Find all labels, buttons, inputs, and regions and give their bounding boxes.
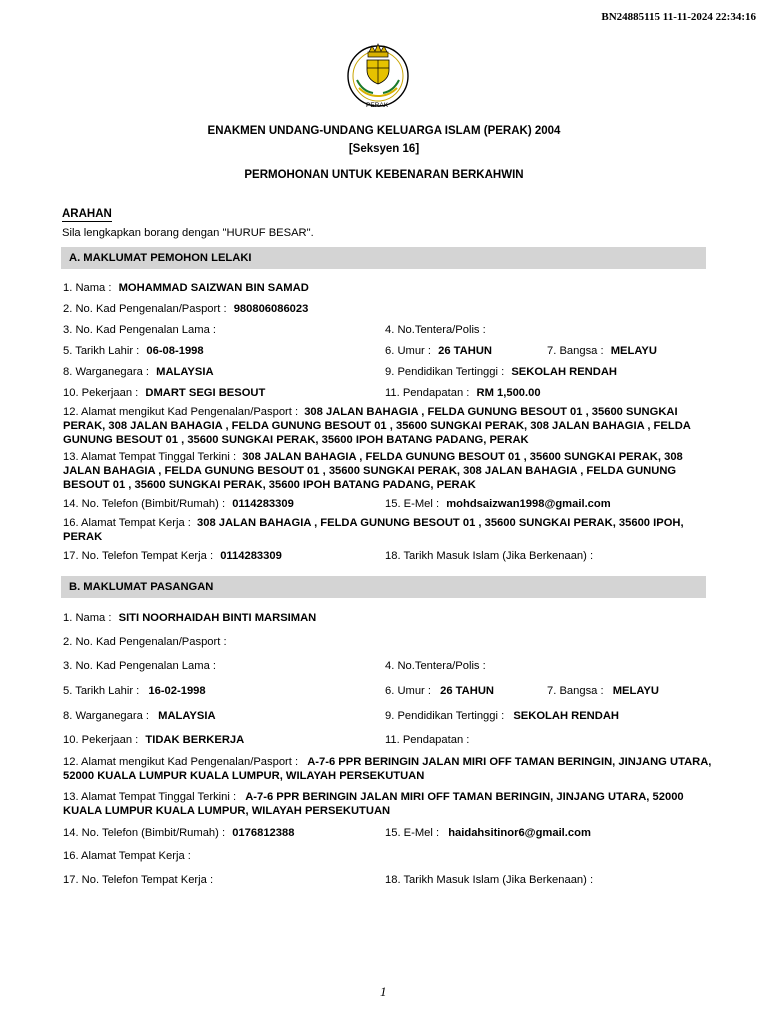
a-bangsa-label: 7. Bangsa : xyxy=(547,345,604,357)
a-warga-value: MALAYSIA xyxy=(156,366,214,378)
a-kp-value: 980806086023 xyxy=(233,303,309,315)
b-email-label: 15. E-Mel : xyxy=(385,827,440,839)
b-tel-value: 0176812388 xyxy=(232,827,295,839)
a-pendapatan-label: 11. Pendapatan : xyxy=(385,387,470,399)
b-didik-label: 9. Pendidikan Tertinggi : xyxy=(385,710,505,722)
b-tentera-label: 4. No.Tentera/Polis : xyxy=(385,660,486,672)
a-alamat-kp-field xyxy=(63,405,713,447)
b-tel-field xyxy=(63,827,294,839)
b-lahir-field xyxy=(63,685,206,697)
a-umur-label: 6. Umur : xyxy=(385,345,432,357)
b-tel-label: 14. No. Telefon (Bimbit/Rumah) : xyxy=(63,827,226,839)
arahan-heading: ARAHAN xyxy=(62,208,112,220)
a-kp-field xyxy=(63,303,308,315)
a-alamat-tinggal-label: 13. Alamat Tempat Tinggal Terkini : xyxy=(63,451,237,463)
b-bangsa-field xyxy=(547,685,659,697)
emblem-caption: PERAK xyxy=(366,102,389,109)
b-didik-field xyxy=(385,710,619,722)
a-lahir-value: 06-08-1998 xyxy=(146,345,204,357)
b-email-value: haidahsitinor6@gmail.com xyxy=(448,827,591,839)
b-lahir-value: 16-02-1998 xyxy=(148,685,206,697)
a-alamat-kerja-field xyxy=(63,516,713,544)
a-nama-value: MOHAMMAD SAIZWAN BIN SAMAD xyxy=(118,282,309,294)
b-email-field xyxy=(385,827,591,839)
b-bangsa-value: MELAYU xyxy=(612,685,659,697)
b-alamat-kerja-label: 16. Alamat Tempat Kerja : xyxy=(63,850,191,862)
b-umur-label: 6. Umur : xyxy=(385,685,432,697)
a-alamat-tinggal-field xyxy=(63,450,713,492)
b-nama-field xyxy=(63,612,316,624)
b-tel-kerja-label: 17. No. Telefon Tempat Kerja : xyxy=(63,874,214,886)
b-nama-value: SITI NOORHAIDAH BINTI MARSIMAN xyxy=(118,612,317,624)
a-umur-value: 26 TAHUN xyxy=(438,345,492,357)
a-islam-label: 18. Tarikh Masuk Islam (Jika Berkenaan) : xyxy=(385,550,594,562)
a-kp-lama-label: 3. No. Kad Pengenalan Lama : xyxy=(63,324,217,336)
b-kp-label: 2. No. Kad Pengenalan/Pasport : xyxy=(63,636,227,648)
b-alamat-kp-value: A-7-6 PPR BERINGIN JALAN MIRI OFF TAMAN BERINGIN, JINJANG UTARA, 52000 KUALA LUMPUR KUALA LUMPUR, WILAYAH PERSEKUTUAN xyxy=(63,756,712,782)
b-alamat-kp-label: 12. Alamat mengikut Kad Pengenalan/Pasport : xyxy=(63,756,299,768)
b-alamat-kp-field xyxy=(63,755,713,783)
b-umur-value: 26 TAHUN xyxy=(440,685,494,697)
a-didik-label: 9. Pendidikan Tertinggi : xyxy=(385,366,505,378)
a-alamat-tinggal-value: 308 JALAN BAHAGIA , FELDA GUNUNG BESOUT 01 , 35600 SUNGKAI PERAK, 308 JALAN BAHAGIA , FELDA GUNUNG BESOUT 01 , 35600 SUNGKAI PERAK, 308 JALAN BAHAGIA , FELDA GUNUNG BESOUT 01 , 35600 SUNGKAI PERAK, 35600 IPOH BATANG PADANG, PERAK xyxy=(63,451,683,491)
a-bangsa-value: MELAYU xyxy=(610,345,657,357)
b-kerja-label: 10. Pekerjaan : xyxy=(63,734,139,746)
a-bangsa-field xyxy=(547,345,657,357)
a-email-label: 15. E-Mel : xyxy=(385,498,440,510)
b-alamat-tinggal-value: A-7-6 PPR BERINGIN JALAN MIRI OFF TAMAN BERINGIN, JINJANG UTARA, 52000 KUALA LUMPUR KUALA LUMPUR, WILAYAH PERSEKUTUAN xyxy=(63,791,684,817)
a-alamat-kerja-value: 308 JALAN BAHAGIA , FELDA GUNUNG BESOUT 01 , 35600 SUNGKAI PERAK, 35600 IPOH, PERAK xyxy=(63,517,684,543)
a-didik-value: SEKOLAH RENDAH xyxy=(511,366,617,378)
a-tel-value: 0114283309 xyxy=(232,498,294,510)
a-lahir-label: 5. Tarikh Lahir : xyxy=(63,345,140,357)
section-a-header: A. MAKLUMAT PEMOHON LELAKI xyxy=(61,247,706,269)
page-number: 1 xyxy=(380,984,387,999)
perak-emblem xyxy=(345,38,411,118)
a-kp-label: 2. No. Kad Pengenalan/Pasport : xyxy=(63,303,227,315)
b-didik-value: SEKOLAH RENDAH xyxy=(513,710,619,722)
b-warga-field xyxy=(63,710,216,722)
a-tel-kerja-field xyxy=(63,550,282,562)
a-tel-kerja-label: 17. No. Telefon Tempat Kerja : xyxy=(63,550,214,562)
a-tel-field xyxy=(63,498,294,510)
document-section-ref: [Seksyen 16] xyxy=(348,143,420,155)
a-tel-label: 14. No. Telefon (Bimbit/Rumah) : xyxy=(63,498,226,510)
b-islam-label: 18. Tarikh Masuk Islam (Jika Berkenaan) : xyxy=(385,874,594,886)
b-kerja-value: TIDAK BERKERJA xyxy=(145,734,245,746)
a-kerja-value: DMART SEGI BESOUT xyxy=(145,387,266,399)
a-lahir-field xyxy=(63,345,204,357)
document-title: ENAKMEN UNDANG-UNDANG KELUARGA ISLAM (PERAK) 2004 xyxy=(207,125,561,137)
a-tel-kerja-value: 0114283309 xyxy=(220,550,282,562)
a-warga-label: 8. Warganegara : xyxy=(63,366,150,378)
b-lahir-label: 5. Tarikh Lahir : xyxy=(63,685,140,697)
a-didik-field xyxy=(385,366,617,378)
b-warga-value: MALAYSIA xyxy=(158,710,216,722)
a-kerja-field xyxy=(63,387,265,399)
b-kp-lama-label: 3. No. Kad Pengenalan Lama : xyxy=(63,660,217,672)
a-nama-label: 1. Nama : xyxy=(63,282,112,294)
arahan-text: Sila lengkapkan borang dengan "HURUF BESAR". xyxy=(62,227,314,239)
b-pendapatan-label: 11. Pendapatan : xyxy=(385,734,470,746)
form-title: PERMOHONAN UNTUK KEBENARAN BERKAHWIN xyxy=(244,169,524,181)
a-alamat-kerja-label: 16. Alamat Tempat Kerja : xyxy=(63,517,191,529)
b-bangsa-label: 7. Bangsa : xyxy=(547,685,604,697)
document-reference: BN24885115 11-11-2024 22:34:16 xyxy=(601,11,756,23)
a-pendapatan-field xyxy=(385,387,541,399)
b-warga-label: 8. Warganegara : xyxy=(63,710,150,722)
b-alamat-tinggal-field xyxy=(63,790,713,818)
a-tentera-label: 4. No.Tentera/Polis : xyxy=(385,324,486,336)
b-nama-label: 1. Nama : xyxy=(63,612,112,624)
section-b-header: B. MAKLUMAT PASANGAN xyxy=(61,576,706,598)
a-email-value: mohdsaizwan1998@gmail.com xyxy=(446,498,611,510)
a-pendapatan-value: RM 1,500.00 xyxy=(476,387,541,399)
a-umur-field xyxy=(385,345,492,357)
a-email-field xyxy=(385,498,611,510)
a-kerja-label: 10. Pekerjaan : xyxy=(63,387,139,399)
a-alamat-kp-value: 308 JALAN BAHAGIA , FELDA GUNUNG BESOUT 01 , 35600 SUNGKAI PERAK, 308 JALAN BAHAGIA , FELDA GUNUNG BESOUT 01 , 35600 SUNGKAI PERAK, 308 JALAN BAHAGIA , FELDA GUNUNG BESOUT 01 , 35600 SUNGKAI PERAK, 35600 IPOH BATANG PADANG, PERAK xyxy=(63,406,691,446)
b-kerja-field xyxy=(63,734,244,746)
a-nama-field xyxy=(63,282,309,294)
b-alamat-tinggal-label: 13. Alamat Tempat Tinggal Terkini : xyxy=(63,791,237,803)
b-umur-field xyxy=(385,685,494,697)
a-alamat-kp-label: 12. Alamat mengikut Kad Pengenalan/Pasport : xyxy=(63,406,299,418)
a-warga-field xyxy=(63,366,214,378)
